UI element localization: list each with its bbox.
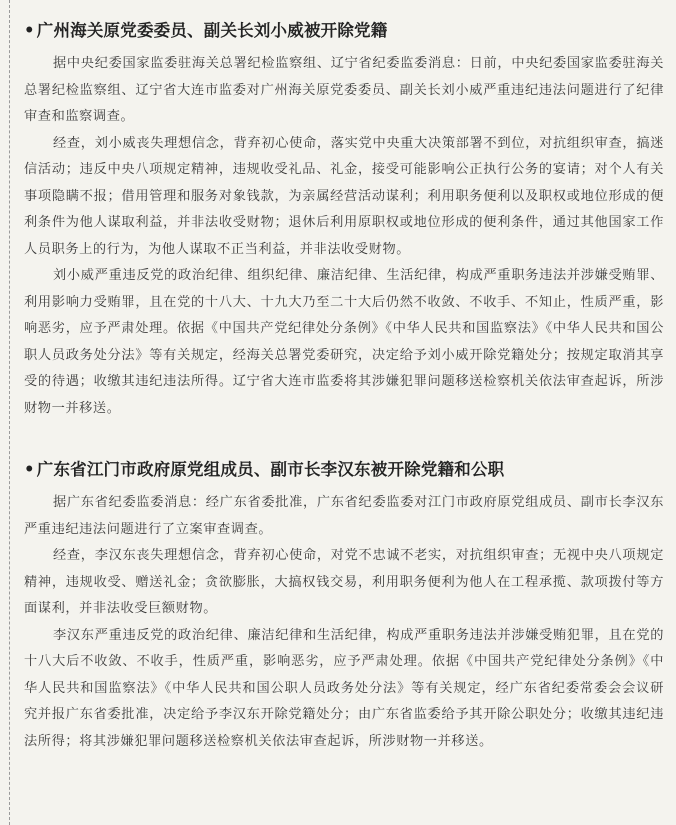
article-paragraph: 据广东省纪委监委消息：经广东省委批准，广东省纪委监委对江门市政府原党组成员、副市长李汉东严重违纪违法问题进行了立案审查调查。 [24, 495, 664, 537]
article-paragraph: 李汉东严重违反党的政治纪律、廉洁纪律和生活纪律，构成严重职务违法并涉嫌受贿犯罪，且在党的十八大后不收敛、不收手，性质严重，影响恶劣，应予严肃处理。依据《中国共产党纪律处分条例》《中华人民共和国监察法》《中华人民共和国公职人员政务处分法》等有关规定，经广东省纪委常委会会议研究并报广东省委批准，决定给予李汉东开除党籍处分；由广东省监委给予其开除公职处分；收缴其违纪违法所得；将其涉嫌犯罪问题移送检察机关依法审查起诉，所涉财物一并移送。 [24, 627, 664, 749]
article-title: 广东省江门市政府原党组成员、副市长李汉东被开除党籍和公职 [36, 460, 505, 479]
bullet-icon: • [24, 460, 35, 479]
article-headline [24, 456, 664, 484]
article-paragraph: 据中央纪委国家监委驻海关总署纪检监察组、辽宁省纪委监委消息：日前，中央纪委国家监委驻海关总署纪检监察组、辽宁省大连市监委对广州海关原党委委员、副关长刘小威严重违纪违法问题进行了纪律审查和监察调查。 [24, 56, 664, 124]
article-li-handong [24, 456, 664, 755]
article-paragraph: 刘小威严重违反党的政治纪律、组织纪律、廉洁纪律、生活纪律，构成严重职务违法并涉嫌受贿罪、利用影响力受贿罪，且在党的十八大、十九大乃至二十大后仍然不收敛、不收手、不知止，性质严重，影响恶劣，应予严肃处理。依据《中国共产党纪律处分条例》《中华人民共和国监察法》《中华人民共和国公职人员政务处分法》等有关规定，经海关总署党委研究，决定给予刘小威开除党籍处分；按规定取消其享受的待遇；收缴其违纪违法所得。辽宁省大连市监委将其涉嫌犯罪问题移送检察机关依法审查起诉，所涉财物一并移送。 [24, 268, 664, 416]
news-content [24, 17, 664, 755]
bullet-icon: • [24, 21, 35, 40]
article-paragraph: 经查，李汉东丧失理想信念，背弃初心使命，对党不忠诚不老实，对抗组织审查；无视中央八项规定精神，违规收受、赠送礼金；贪欲膨胀，大搞权钱交易，利用职务便利为他人在工程承揽、款项拨付等方面谋利，并非法收受巨额财物。 [24, 548, 664, 616]
article-headline [24, 17, 664, 45]
article-liu-xiaowei [24, 17, 664, 422]
article-title: 广州海关原党委委员、副关长刘小威被开除党籍 [36, 21, 388, 40]
article-paragraph: 经查，刘小威丧失理想信念，背弃初心使命，落实党中央重大决策部署不到位，对抗组织审查，搞迷信活动；违反中央八项规定精神，违规收受礼品、礼金，接受可能影响公正执行公务的宴请；对个人有关事项隐瞒不报；借用管理和服务对象钱款，为亲属经营活动谋利；利用职务便利以及职权或地位形成的便利条件为他人谋取利益，并非法收受财物；退休后利用原职权或地位形成的便利条件，通过其他国家工作人员职务上的行为，为他人谋取不正当利益，并非法收受财物。 [24, 135, 664, 257]
left-dashed-rule [9, 0, 10, 825]
